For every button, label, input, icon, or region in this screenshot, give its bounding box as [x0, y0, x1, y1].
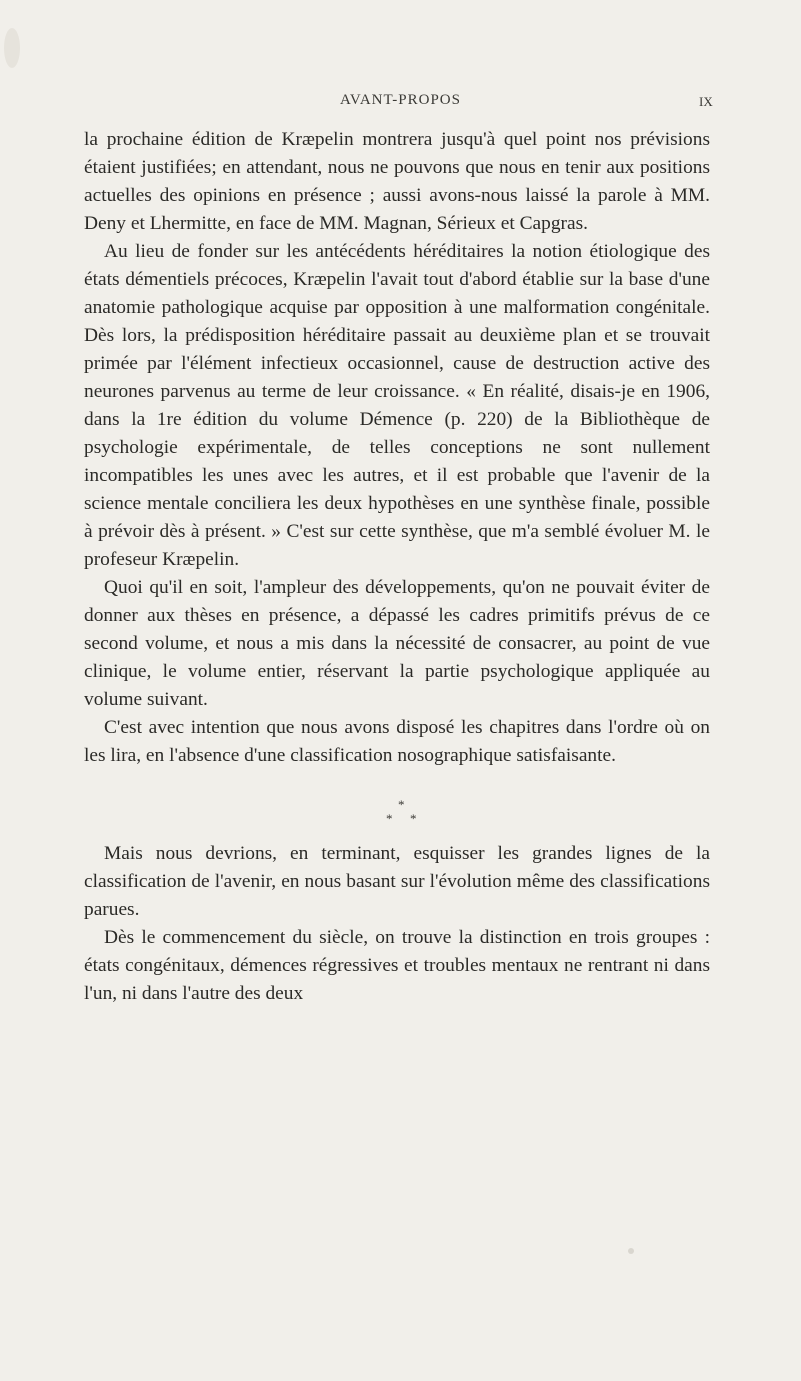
section-separator	[84, 770, 710, 840]
paragraph: Quoi qu'il en soit, l'ampleur des développements, qu'on ne pouvait éviter de donner aux thèses en présence, a dépassé les cadres primitifs prévus de ce second volume, et nous a mis dans la nécessité de consacrer, au point de vue clinique, le volume entier, réservant la partie psychologique appliquée au volume suivant.	[84, 577, 710, 710]
paragraph: Dès le commencement du siècle, on trouve la distinction en trois groupes : états congénitaux, démences régressives et troubles mentaux ne rentrant ni dans l'un, ni dans l'autre des deux	[84, 927, 710, 1004]
running-head: AVANT-PROPOS	[340, 92, 461, 108]
paragraph: la prochaine édition de Kræpelin montrera jusqu'à quel point nos prévisions étaient justifiées; en attendant, nous ne pouvons que nous en tenir aux positions actuelles des opinions en présence ; aussi avons-nous laissé la parole à MM. Deny et Lhermitte, en face de MM. Magnan, Sérieux et Capgras.	[84, 129, 710, 234]
asterisk: *	[386, 811, 393, 826]
body-text	[84, 126, 710, 1008]
page-number: IX	[699, 94, 713, 109]
paper-stain	[4, 28, 20, 68]
paragraph: Mais nous devrions, en terminant, esquisser les grandes lignes de la classification de l'avenir, en nous basant sur l'évolution même des classifications parues.	[84, 843, 710, 920]
paper-speck	[628, 1248, 634, 1254]
paragraph: C'est avec intention que nous avons disposé les chapitres dans l'ordre où on les lira, en l'absence d'une classification nosographique satisfaisante.	[84, 717, 710, 766]
asterisk: *	[398, 797, 405, 812]
asterisk: *	[410, 811, 417, 826]
paragraph: Au lieu de fonder sur les antécédents héréditaires la notion étiologique des états démentiels précoces, Kræpelin l'avait tout d'abord établie sur la base d'une anatomie pathologique acquise par opposition à une malformation congénitale. Dès lors, la prédisposition héréditaire passait au deuxième plan et se trouvait primée par l'élément infectieux occasionnel, cause de destruction active des neurones parvenus au terme de leur croissance. « En réalité, disais-je en 1906, dans la 1re édition du volume Démence (p. 220) de la Bibliothèque de psychologie expérimentale, de telles conceptions ne sont nullement incompatibles les unes avec les autres, et il est probable que l'avenir de la science mentale conciliera les deux hypothèses en une synthèse finale, possible à prévoir dès à présent. » C'est sur cette synthèse, que m'a semblé évoluer M. le profeseur Kræpelin.	[84, 241, 710, 570]
